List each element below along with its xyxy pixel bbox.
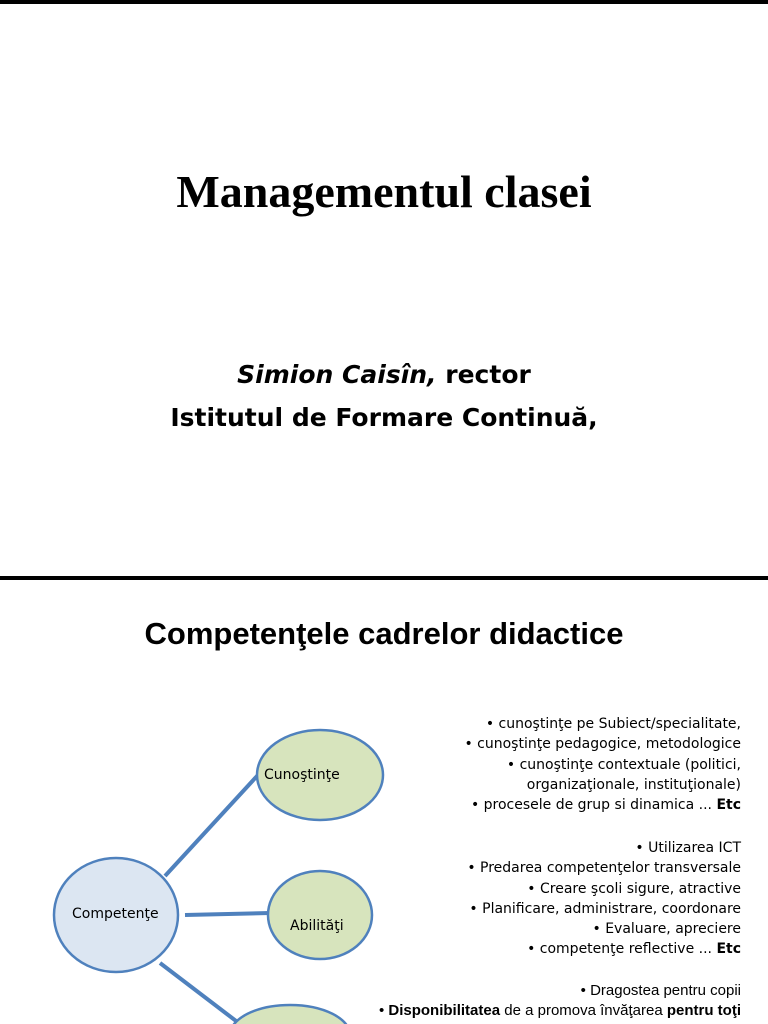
bullet-item: organizaţionale, instituţionale): [526, 776, 741, 793]
node-knowledge-label: Cunoştinţe: [264, 767, 340, 783]
bullet-text: •: [378, 1002, 389, 1020]
node-skills: [268, 871, 372, 959]
connector-skills: [185, 913, 270, 915]
author-name: Simion Caisîn,: [237, 360, 437, 389]
bullet-item: • Planificare, administrare, coordonare: [469, 900, 741, 917]
bullet-item: • Dragostea pentru copii: [580, 982, 741, 999]
bullet-item: [467, 939, 741, 959]
node-attitudes: [230, 1005, 350, 1024]
bullet-item: • Evaluare, apreciere: [592, 921, 741, 938]
bullet-item: • Predarea competenţelor transversale: [467, 860, 741, 877]
bullet-item: • Utilizarea ICT: [635, 840, 741, 856]
skills-bullets: [467, 838, 741, 960]
institution-line: Istitutul de Formare Continuă,: [170, 403, 598, 432]
etc-label: Etc: [716, 797, 741, 814]
bullet-text: de a promova învăţarea: [500, 1002, 667, 1020]
bullet-text: • competenţe reflective ...: [527, 941, 717, 958]
bullet-item: • cunoştinţe pe Subiect/specialitate,: [485, 716, 741, 732]
connector-knowledge: [165, 775, 258, 876]
slide-title-competences: Competenţele cadrelor didactice: [144, 616, 624, 651]
connector-attitudes: [160, 963, 240, 1024]
knowledge-bullets: [464, 714, 741, 815]
author-role: rector: [436, 360, 531, 389]
center-node-label: Competenţe: [72, 906, 159, 922]
bullet-item: • cunoştinţe contextuale (politici,: [506, 756, 741, 773]
bullet-text: • procesele de grup si dinamica ...: [470, 797, 717, 814]
top-border: [0, 0, 768, 4]
bullet-bold-text: pentru toţi: [666, 1002, 741, 1020]
slide-title: Managementul clasei: [176, 166, 592, 217]
author-line: [0, 357, 768, 393]
bullet-bold-text: Disponibilitatea: [388, 1002, 501, 1020]
bullet-item: • Creare şcoli sigure, atractive: [527, 880, 741, 897]
node-skills-label: Abilităţi: [290, 918, 344, 934]
bullet-item: [464, 795, 741, 815]
etc-label: Etc: [716, 941, 741, 958]
attitude-bullets: [379, 981, 741, 1022]
bullet-item: • cunoştinţe pedagogice, metodologice: [464, 736, 741, 753]
bullet-item: [379, 1001, 741, 1021]
